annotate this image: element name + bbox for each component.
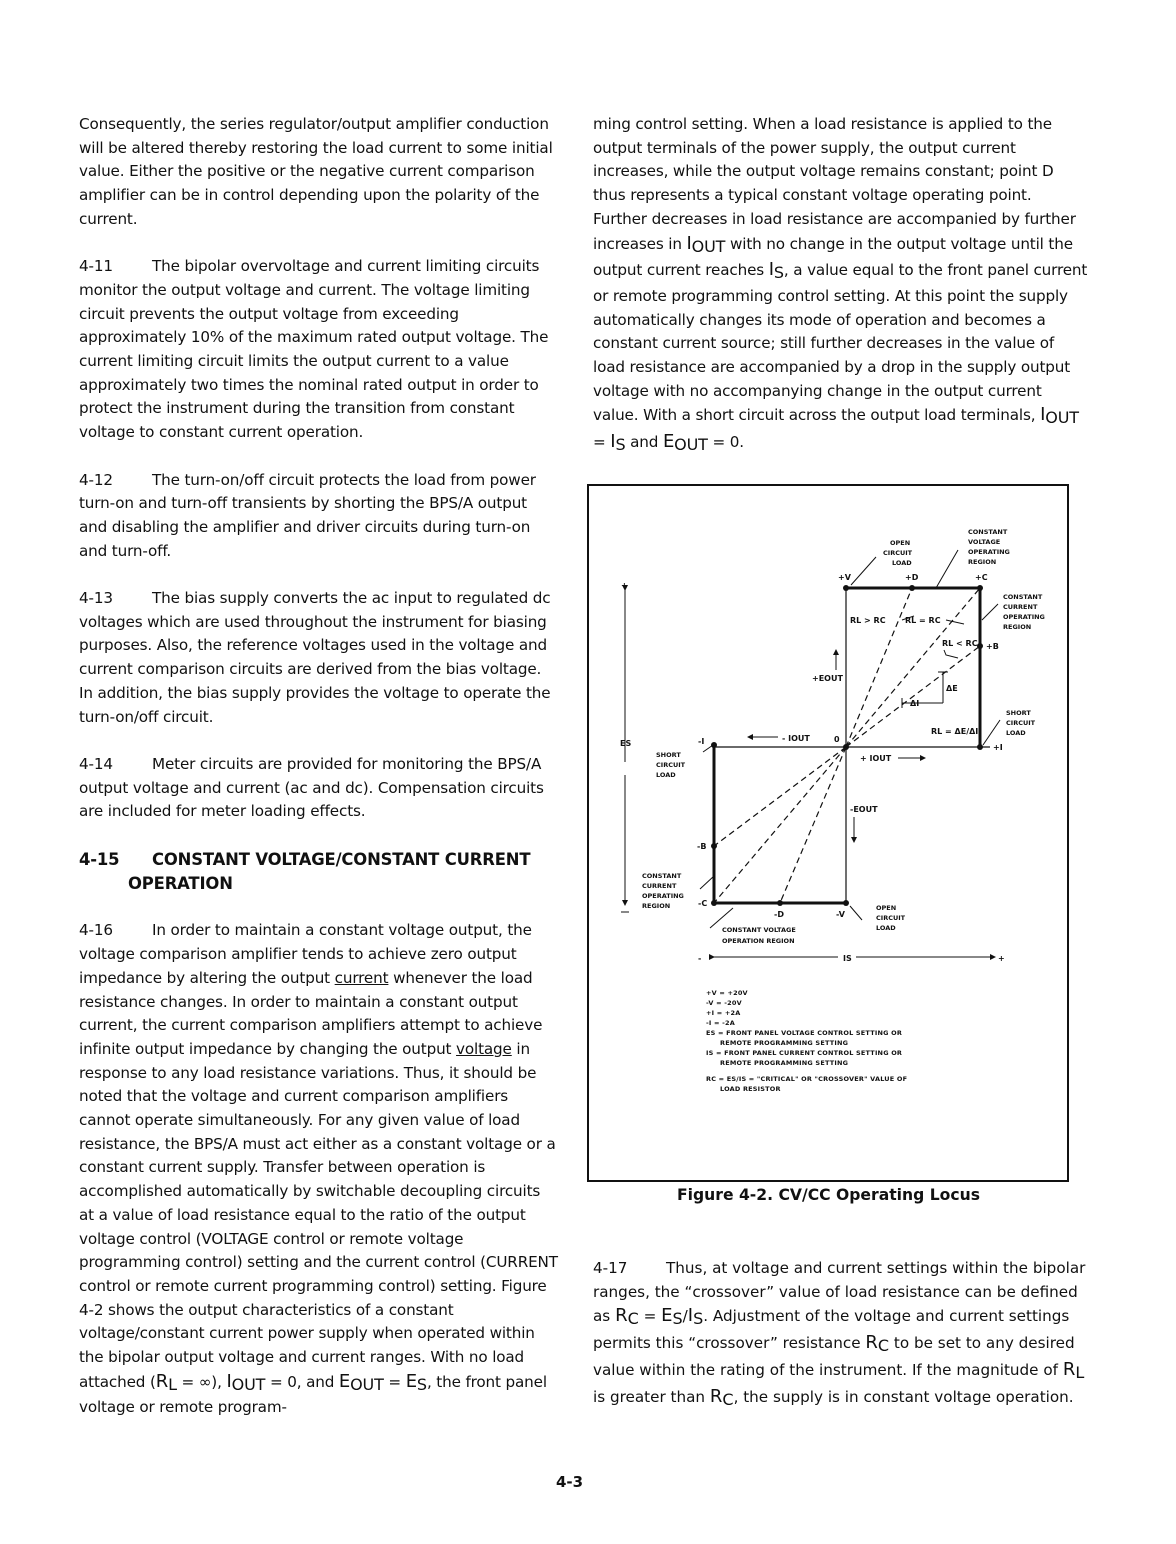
symbol-sub: C xyxy=(627,1309,639,1329)
symbol: E xyxy=(662,431,675,453)
section-number: 4-15 xyxy=(79,849,120,869)
label-plus-c: +C xyxy=(975,573,988,582)
label-short-right-2: CIRCUIT xyxy=(1006,719,1036,727)
label-cv-top-3: OPERATING xyxy=(968,548,1010,556)
paragraph-number: 4-13 xyxy=(79,589,113,608)
label-rl-eq-rc: RL = RC xyxy=(905,616,941,625)
label-origin: 0 xyxy=(834,735,840,744)
text-run: = 0. xyxy=(707,433,744,452)
legend-line: LOAD RESISTOR xyxy=(720,1085,781,1093)
symbol: I xyxy=(768,259,774,281)
paragraph-text: The bipolar overvoltage and current limiting circuits monitor the output voltage and current. The voltage limiting circuit prevents the output voltage from exceeding approximately 10% of the maximum rated output voltage. The current limiting circuit limits the output current to a value approximately two times the nominal rated output in order to protect the instrument during the transition from constant voltage to constant current operation. xyxy=(79,257,549,442)
section-title-line1: CONSTANT VOLTAGE/CONSTANT CURRENT xyxy=(152,849,531,869)
text-run: with no change in the output voltage until the output current reaches xyxy=(593,234,1073,280)
symbol: E xyxy=(338,1370,351,1392)
label-open-bottom-1: OPEN xyxy=(876,904,897,912)
label-short-right-1: SHORT xyxy=(1006,709,1031,717)
symbol: E xyxy=(405,1370,417,1392)
paragraph-number: 4-11 xyxy=(79,257,113,276)
label-minus-c: -C xyxy=(698,899,708,908)
paragraph-4-17 xyxy=(593,1257,1088,1411)
symbol-sub: S xyxy=(773,263,784,283)
symbol-sub: OUT xyxy=(350,1374,384,1394)
legend-line: ES = FRONT PANEL VOLTAGE CONTROL SETTING OR xyxy=(706,1029,903,1037)
symbol-sub: C xyxy=(877,1336,890,1356)
text-run: to be set to any desired value within the rating of the instrument. If the magnitude of xyxy=(593,1334,1075,1379)
text-run: = 0, and xyxy=(265,1372,339,1391)
label-cc-right-3: OPERATING xyxy=(1003,613,1045,621)
text-run: in response to any load resistance variations. Thus, it should be noted that the voltage and current comparison amplifiers cannot operate simultaneously. For any given value of load resistance, the BPS/A must act either as a constant voltage or a constant current supply. Transfer between operation is accomplished automatically by switchable decoupling circuits at a value of load resistance equal to the ratio of the output voltage control (VOLTAGE control or remote voltage programming control) setting and the current control (CURRENT control or remote current programming control) setting. Figure 4-2 shows the output characteristics of a constant voltage/constant current power supply when operated within the bipolar output voltage and current ranges. With no load attached ( xyxy=(79,1039,558,1391)
label-cv-top-2: VOLTAGE xyxy=(968,538,1001,546)
symbol-sub: OUT xyxy=(231,1374,266,1394)
label-plus-top: + xyxy=(621,581,628,590)
label-delta-i: ΔI xyxy=(910,699,920,708)
label-short-left-3: LOAD xyxy=(656,771,676,779)
label-cc-right-4: REGION xyxy=(1003,623,1032,631)
symbol: I xyxy=(686,232,692,254)
label-short-right-3: LOAD xyxy=(1006,729,1026,737)
legend-line: +I = +2A xyxy=(706,1009,741,1017)
label-short-left-1: SHORT xyxy=(656,751,681,759)
text-run: , the front panel voltage or remote program- xyxy=(79,1372,547,1417)
symbol-sub: OUT xyxy=(691,236,726,256)
symbol: R xyxy=(1062,1358,1076,1380)
text-run: = ∞), xyxy=(176,1372,227,1391)
label-plus-b: +B xyxy=(986,642,999,651)
underlined-word: voltage xyxy=(456,1039,512,1058)
label-minus-iout: - IOUT xyxy=(782,734,810,743)
label-cc-right-1: CONSTANT xyxy=(1003,593,1043,601)
label-plus-right: + xyxy=(998,954,1005,963)
label-cc-right-2: CURRENT xyxy=(1003,603,1038,611)
paragraph-number: 4-12 xyxy=(79,470,113,489)
label-cc-left-2: CURRENT xyxy=(642,882,677,890)
symbol-sub: L xyxy=(168,1374,177,1394)
paragraph-text: The bias supply converts the ac input to regulated dc voltages which are used throughout the instrument for biasing purposes. Also, the reference voltages used in the voltage and current comparison circuits are derived from the bias voltage. In addition, the bias supply provides the voltage to operate the turn-on/off circuit. xyxy=(79,589,551,726)
text-run: In order to maintain a constant voltage output, the voltage comparison amplifier tends to achieve zero output impedance by altering the output xyxy=(79,921,532,987)
label-plus-v: +V xyxy=(838,573,851,582)
text-run: = xyxy=(593,433,611,452)
paragraph-continuation: Consequently, the series regulator/output amplifier conduction will be altered thereby restoring the load current to some initial value. Either the positive or the negative current comparison amplifier can be in control depending upon the polarity of the current. xyxy=(79,115,553,228)
paragraph-text: The turn-on/off circuit protects the load from power turn-on and turn-off transients by shorting the BPS/A output and disabling the amplifier and driver circuits during turn-on and turn-off. xyxy=(79,470,536,560)
label-open-circuit-1: OPEN xyxy=(890,539,911,547)
symbol: I xyxy=(687,1305,694,1327)
text-run: whenever the load resistance changes. In order to maintain a constant output current, the current comparison amplifiers attempt to achieve infinite output impedance by changing the output xyxy=(79,968,543,1058)
label-es-axis: ES xyxy=(620,739,632,748)
paragraph-number: 4-14 xyxy=(79,754,113,773)
label-open-circuit-2: CIRCUIT xyxy=(883,549,913,557)
legend-line: REMOTE PROGRAMMING SETTING xyxy=(720,1059,849,1067)
label-minus-v: -V xyxy=(836,910,845,919)
text-run: / xyxy=(682,1307,688,1326)
symbol-sub: S xyxy=(693,1309,704,1329)
text-run: , a value equal to the front panel current or remote programming control setting. At this point the supply automatically changes its mode of operation and becomes a constant current source; still further decreases in the value of load resistance are accompanied by a drop in the supply output voltage with no accompanying change in the output current value. With a short circuit across the output load terminals, xyxy=(593,261,1088,425)
label-minus-i: -I xyxy=(698,737,705,746)
legend-line: -I = -2A xyxy=(706,1019,735,1027)
text-run: = xyxy=(383,1372,406,1391)
symbol: E xyxy=(661,1305,673,1327)
symbol-sub: L xyxy=(1075,1362,1085,1382)
symbol: R xyxy=(709,1385,723,1407)
page-number: 4-3 xyxy=(556,1473,584,1491)
symbol-sub: S xyxy=(615,435,626,455)
label-short-left-2: CIRCUIT xyxy=(656,761,686,769)
text-run: is greater than xyxy=(593,1387,710,1406)
symbol: I xyxy=(1040,404,1046,426)
label-plus-iout: + IOUT xyxy=(860,754,892,763)
symbol: R xyxy=(155,1370,169,1392)
label-plus-d: +D xyxy=(905,573,919,582)
figure-legend xyxy=(706,988,907,1094)
label-plus-eout: +EOUT xyxy=(812,674,843,683)
legend-line: IS = FRONT PANEL CURRENT CONTROL SETTING OR xyxy=(706,1049,903,1057)
text-run: . Adjustment of the voltage and current settings permits this “crossover” resistance xyxy=(593,1307,1070,1353)
label-cv-top-4: REGION xyxy=(968,558,997,566)
label-cc-left-1: CONSTANT xyxy=(642,872,682,880)
figure-caption: Figure 4-2. CV/CC Operating Locus xyxy=(677,1186,980,1204)
label-minus-eout: -EOUT xyxy=(850,805,878,814)
label-minus-b: -B xyxy=(697,842,707,851)
legend-line: +V = +20V xyxy=(706,989,748,997)
text-run: = xyxy=(638,1307,662,1326)
symbol: I xyxy=(610,431,616,453)
text-run: and xyxy=(625,433,663,452)
label-cv-bottom-1: CONSTANT VOLTAGE xyxy=(722,926,796,934)
label-open-circuit-3: LOAD xyxy=(892,559,912,567)
legend-line: -V = -20V xyxy=(706,999,742,1007)
text-run: , the supply is in constant voltage operation. xyxy=(733,1387,1074,1406)
label-cv-top-1: CONSTANT xyxy=(968,528,1008,536)
label-open-bottom-2: CIRCUIT xyxy=(876,914,906,922)
section-title-line2: OPERATION xyxy=(128,873,233,893)
underlined-word: current xyxy=(334,968,389,987)
legend-line: RC = ES/IS = "CRITICAL" OR "CROSSOVER" VALUE OF xyxy=(706,1075,908,1083)
label-is-axis: IS xyxy=(843,954,852,963)
symbol: I xyxy=(226,1370,232,1392)
label-rl-gt-rc: RL > RC xyxy=(850,616,886,625)
symbol: R xyxy=(615,1305,628,1327)
label-minus-left: - xyxy=(698,954,702,963)
symbol-sub: OUT xyxy=(674,435,708,455)
label-open-bottom-3: LOAD xyxy=(876,924,896,932)
label-plus-i: +I xyxy=(993,743,1003,752)
symbol-sub: S xyxy=(416,1374,427,1394)
label-minus-d: -D xyxy=(774,910,784,919)
text-run: ming control setting. When a load resistance is applied to the output terminals of the power supply, the output current increases, while the output voltage remains constant; point D thus represents a typical constant voltage operating point. Further decreases in load resistance are accompanied by further increases in xyxy=(593,115,1076,253)
symbol-sub: S xyxy=(672,1309,683,1329)
legend-line: REMOTE PROGRAMMING SETTING xyxy=(720,1039,849,1047)
label-delta-e: ΔE xyxy=(946,684,958,693)
paragraph-text: Meter circuits are provided for monitoring the BPS/A output voltage and current (ac and dc). Compensation circuits are included for meter loading effects. xyxy=(79,754,544,821)
symbol-sub: C xyxy=(722,1389,734,1409)
symbol: R xyxy=(865,1332,878,1354)
label-cc-left-4: REGION xyxy=(642,902,671,910)
label-cv-bottom-2: OPERATION REGION xyxy=(722,937,795,945)
label-rl-lt-rc: RL < RC xyxy=(942,639,978,648)
label-rl-formula: RL = ΔE/ΔI xyxy=(931,727,979,736)
text-run: Thus, at voltage and current settings within the bipolar ranges, the “crossover” value of load resistance can be defined as xyxy=(593,1259,1086,1326)
paragraph-number: 4-16 xyxy=(79,921,113,940)
label-cc-left-3: OPERATING xyxy=(642,892,684,900)
paragraph-number: 4-17 xyxy=(593,1259,628,1277)
symbol-sub: OUT xyxy=(1045,408,1079,428)
